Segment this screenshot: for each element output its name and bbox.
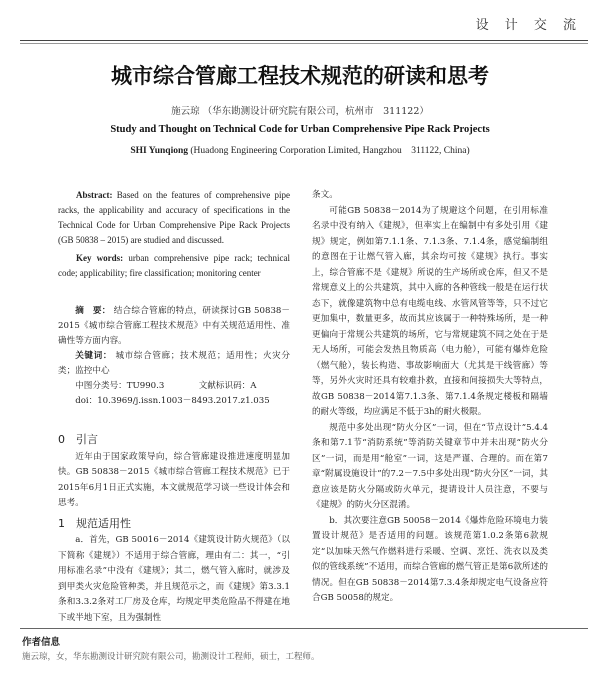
keywords-cn-text: 城市综合管廊；技术规范；适用性；火灾分类；监控中心 [58,351,290,376]
author-info-heading: 作者信息 [22,637,61,648]
title-chinese: 城市综合管廊工程技术规范的研读和思考 [111,64,489,88]
author-chinese: 施云琼 （华东勘测设计研究院有限公司，杭州市 311122） [171,106,429,117]
keywords-label: Key words: [76,253,124,263]
author-info-line: 施云琼，女，华东勘测设计研究院有限公司，勘测设计工程师，硕士，工程师。 [22,652,320,662]
right-p1: 条文。 [312,190,338,200]
header-rule [20,40,588,41]
title-english: Study and Thought on Technical Code for Urban Comprehensive Pipe Rack Projects [110,124,490,135]
section-1-a-text: a．首先，GB 50016－2014《建筑设计防火规范》（以下简称《建规》）不适用于综合管廊，理由有二：其一，“引用标准名录”中没有《建规》；其二，燃气管入廊时，就涉及到甲类火灾危险管种类，并且规范示之，而《建规》第3.3.1条和3.3.2条对工厂房及仓库，均规定甲类危险品不得建在地下或半地下室，且为强制性 [58,535,290,623]
section-1-title: 1 规范适用性 [58,516,131,530]
header-rule-thin [20,43,588,44]
author-en-name: SHI Yunqiong [130,146,189,156]
author-english [0,142,600,156]
footer-rule [20,628,588,629]
clc-line: 中图分类号：TU990.3 文献标识码：A [75,381,257,391]
section-0-title: 0 引言 [58,433,98,446]
abstract-text: Based on the features of comprehensive pipe racks, the applicability and accuracy of specifications in the Technical Code for Urban Comprehensive Pipe Rack Projects (GB 50838 – 2015) are studied and discussed. [58,190,291,245]
section-tag: 设 计 交 流 [475,18,582,33]
right-p3: 规范中多处出现“防火分区”一词，但在“节点设计”5.4.4条和第7.1节“消防系统”等消防关键章节中并未出现“防火分区”一词，而是用“舱室”一词，这是严谨、合理的。而在第7章“附属设施设计”的7.2－7.5中多处出现“防火分区”一词，其意应该是防火分隔或防火单元，提请设计人员注意，不要与《建规》的防火分区混淆。 [312,422,548,510]
right-p2: 可能GB 50838－2014为了规避这个问题，在引用标准名录中没有纳入《建规》，但率实上在编制中有多处引用《建规》规定，例如第7.1.1条、7.1.3条、7.1.4条，感觉编制组的意图在于让燃气管入廊，其余均可按《建规》执行。事实上，综合管廊不是《建规》所说的生产场所或仓库，但又不是常规意义上的公共建筑，其中入廊的各种管线一般是在运行状态下，就像建筑物中总有电缆电线、水管风管等等，只不过它更加集中，数量更多，故而其应该属于一种特殊场所，是一种更偏向于常规公共建筑的场所，它与常规建筑不同之处在于是无人场所，可能会发热且物质高（电力舱），可能有爆炸危险（燃气舱），装长构造、事故影响面大（尤其是干线管廊）等等，另外火灾时还具有较难扑救，直接和间接损失大等特点，故GB 50838－2014第7.1.3条、第7.1.4条规定楼板和隔墙的耐火等级，均应满足不低于3h的耐火极限。 [312,205,548,417]
abstract-cn-text: 结合综合管廊的特点，研读探讨GB 50838－2015《城市综合管廊工程技术规范》中有关规范适用性、准确性等方面内容。 [58,306,290,346]
body-right [312,188,548,607]
abstract-cn [58,304,290,409]
doi-line: doi：10.3969/j.issn.1003－8493.2017.z1.035 [75,396,270,406]
keywords-text: urban comprehensive pipe rack; technical code; applicability; fire classification; monitoring center [58,253,291,278]
author-en-affiliation: (Huadong Engineering Corporation Limited, Hangzhou 311122, China) [190,146,470,156]
right-p4: b．其次要注意GB 50058－2014《爆炸危险环境电力装置设计规范》是否适用的问题。该规范第1.0.2条第6款规定“以加味天然气作燃料进行采暖、空调、烹饪、洗衣以及类似的管线系统”不适用，而综合管廊的燃气管正是第6款所述的情况。但在GB 50838－2014第7.3.4条却规定电气设备应符合GB 50058的规定。 [312,515,548,603]
abstract-cn-label: 摘 要： [75,306,111,316]
keywords-cn-label: 关键词： [75,351,113,361]
section-0-text: 近年由于国家政策导向，综合管廊建设推进速度明显加快。GB 50838－2015《城市综合管廊工程技术规范》已于2015年6月1日正式实施，本文就规范学习谈一些设计体会和思考。 [58,451,290,508]
abstract-en [58,188,290,281]
abstract-label: Abstract: [76,190,113,200]
body-left [58,432,290,626]
